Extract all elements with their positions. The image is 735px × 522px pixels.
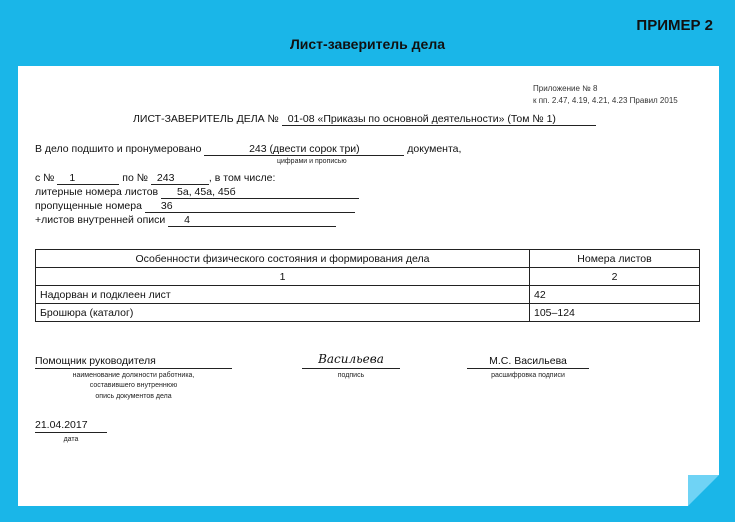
document-sheet bbox=[18, 66, 719, 506]
inventory-value: 4 bbox=[168, 214, 336, 227]
name-hint: расшифровка подписи bbox=[491, 372, 565, 379]
missing-label: пропущенные номера bbox=[35, 200, 142, 212]
signature-underline bbox=[302, 368, 400, 369]
table-cell: 42 bbox=[530, 286, 700, 304]
doc-count-hint: цифрами и прописью bbox=[277, 158, 347, 165]
signer-name: М.С. Васильева bbox=[489, 355, 567, 367]
certificate-title bbox=[133, 113, 596, 126]
from-label: с № bbox=[35, 172, 55, 184]
signature-hint: подпись bbox=[337, 372, 365, 379]
position-underline bbox=[35, 368, 232, 369]
date-value: 21.04.2017 bbox=[35, 419, 88, 431]
intro-line bbox=[35, 143, 461, 156]
table-header-sheets: Номера листов bbox=[530, 250, 700, 268]
to-label: по № bbox=[122, 172, 148, 184]
missing-line bbox=[35, 200, 355, 213]
example-label: ПРИМЕР 2 bbox=[636, 17, 713, 34]
table-cell: Надорван и подклеен лист bbox=[36, 286, 530, 304]
letter-line bbox=[35, 186, 359, 199]
table-number-cell: 2 bbox=[530, 268, 700, 286]
intro-text: В дело подшито и пронумеровано bbox=[35, 143, 202, 155]
date-hint: дата bbox=[63, 436, 79, 443]
doc-count: 243 (двести сорок три) bbox=[204, 143, 404, 156]
date-underline bbox=[35, 432, 107, 433]
table-cell: 105–124 bbox=[530, 304, 700, 322]
missing-value: 36 bbox=[145, 200, 355, 213]
position-hint-2: составившего внутреннюю bbox=[89, 382, 178, 389]
inventory-label: +листов внутренней описи bbox=[35, 214, 166, 226]
letter-value: 5а, 45а, 45б bbox=[161, 186, 359, 199]
position-hint-3: опись документов дела bbox=[95, 393, 172, 400]
page-title: Лист-заверитель дела bbox=[289, 36, 446, 52]
page-curl-icon bbox=[688, 475, 719, 506]
range-line bbox=[35, 172, 275, 185]
name-underline bbox=[467, 368, 589, 369]
inventory-line bbox=[35, 214, 336, 227]
condition-table bbox=[35, 249, 700, 322]
table-number-row bbox=[36, 268, 700, 286]
appendix-line-2: к пп. 2.47, 4.19, 4.21, 4.23 Правил 2015 bbox=[533, 96, 678, 105]
to-value: 243 bbox=[151, 172, 209, 185]
including-text: , в том числе: bbox=[208, 172, 276, 184]
position-hint-1: наименование должности работника, bbox=[72, 372, 195, 379]
appendix-line-1: Приложение № 8 bbox=[533, 84, 598, 93]
table-row bbox=[36, 304, 700, 322]
letter-label: литерные номера листов bbox=[35, 186, 159, 198]
position-text: Помощник руководителя bbox=[35, 355, 156, 367]
certificate-title-prefix: ЛИСТ-ЗАВЕРИТЕЛЬ ДЕЛА № bbox=[133, 113, 279, 125]
from-value: 1 bbox=[57, 172, 119, 185]
table-header-row bbox=[36, 250, 700, 268]
signature-image: Васильева bbox=[318, 352, 384, 366]
case-name: 01-08 «Приказы по основной деятельности» (Том № 1) bbox=[282, 113, 596, 126]
table-number-cell: 1 bbox=[36, 268, 530, 286]
doc-word: документа, bbox=[407, 143, 462, 155]
table-row bbox=[36, 286, 700, 304]
table-header-features: Особенности физического состояния и формирования дела bbox=[36, 250, 530, 268]
table-cell: Брошюра (каталог) bbox=[36, 304, 530, 322]
